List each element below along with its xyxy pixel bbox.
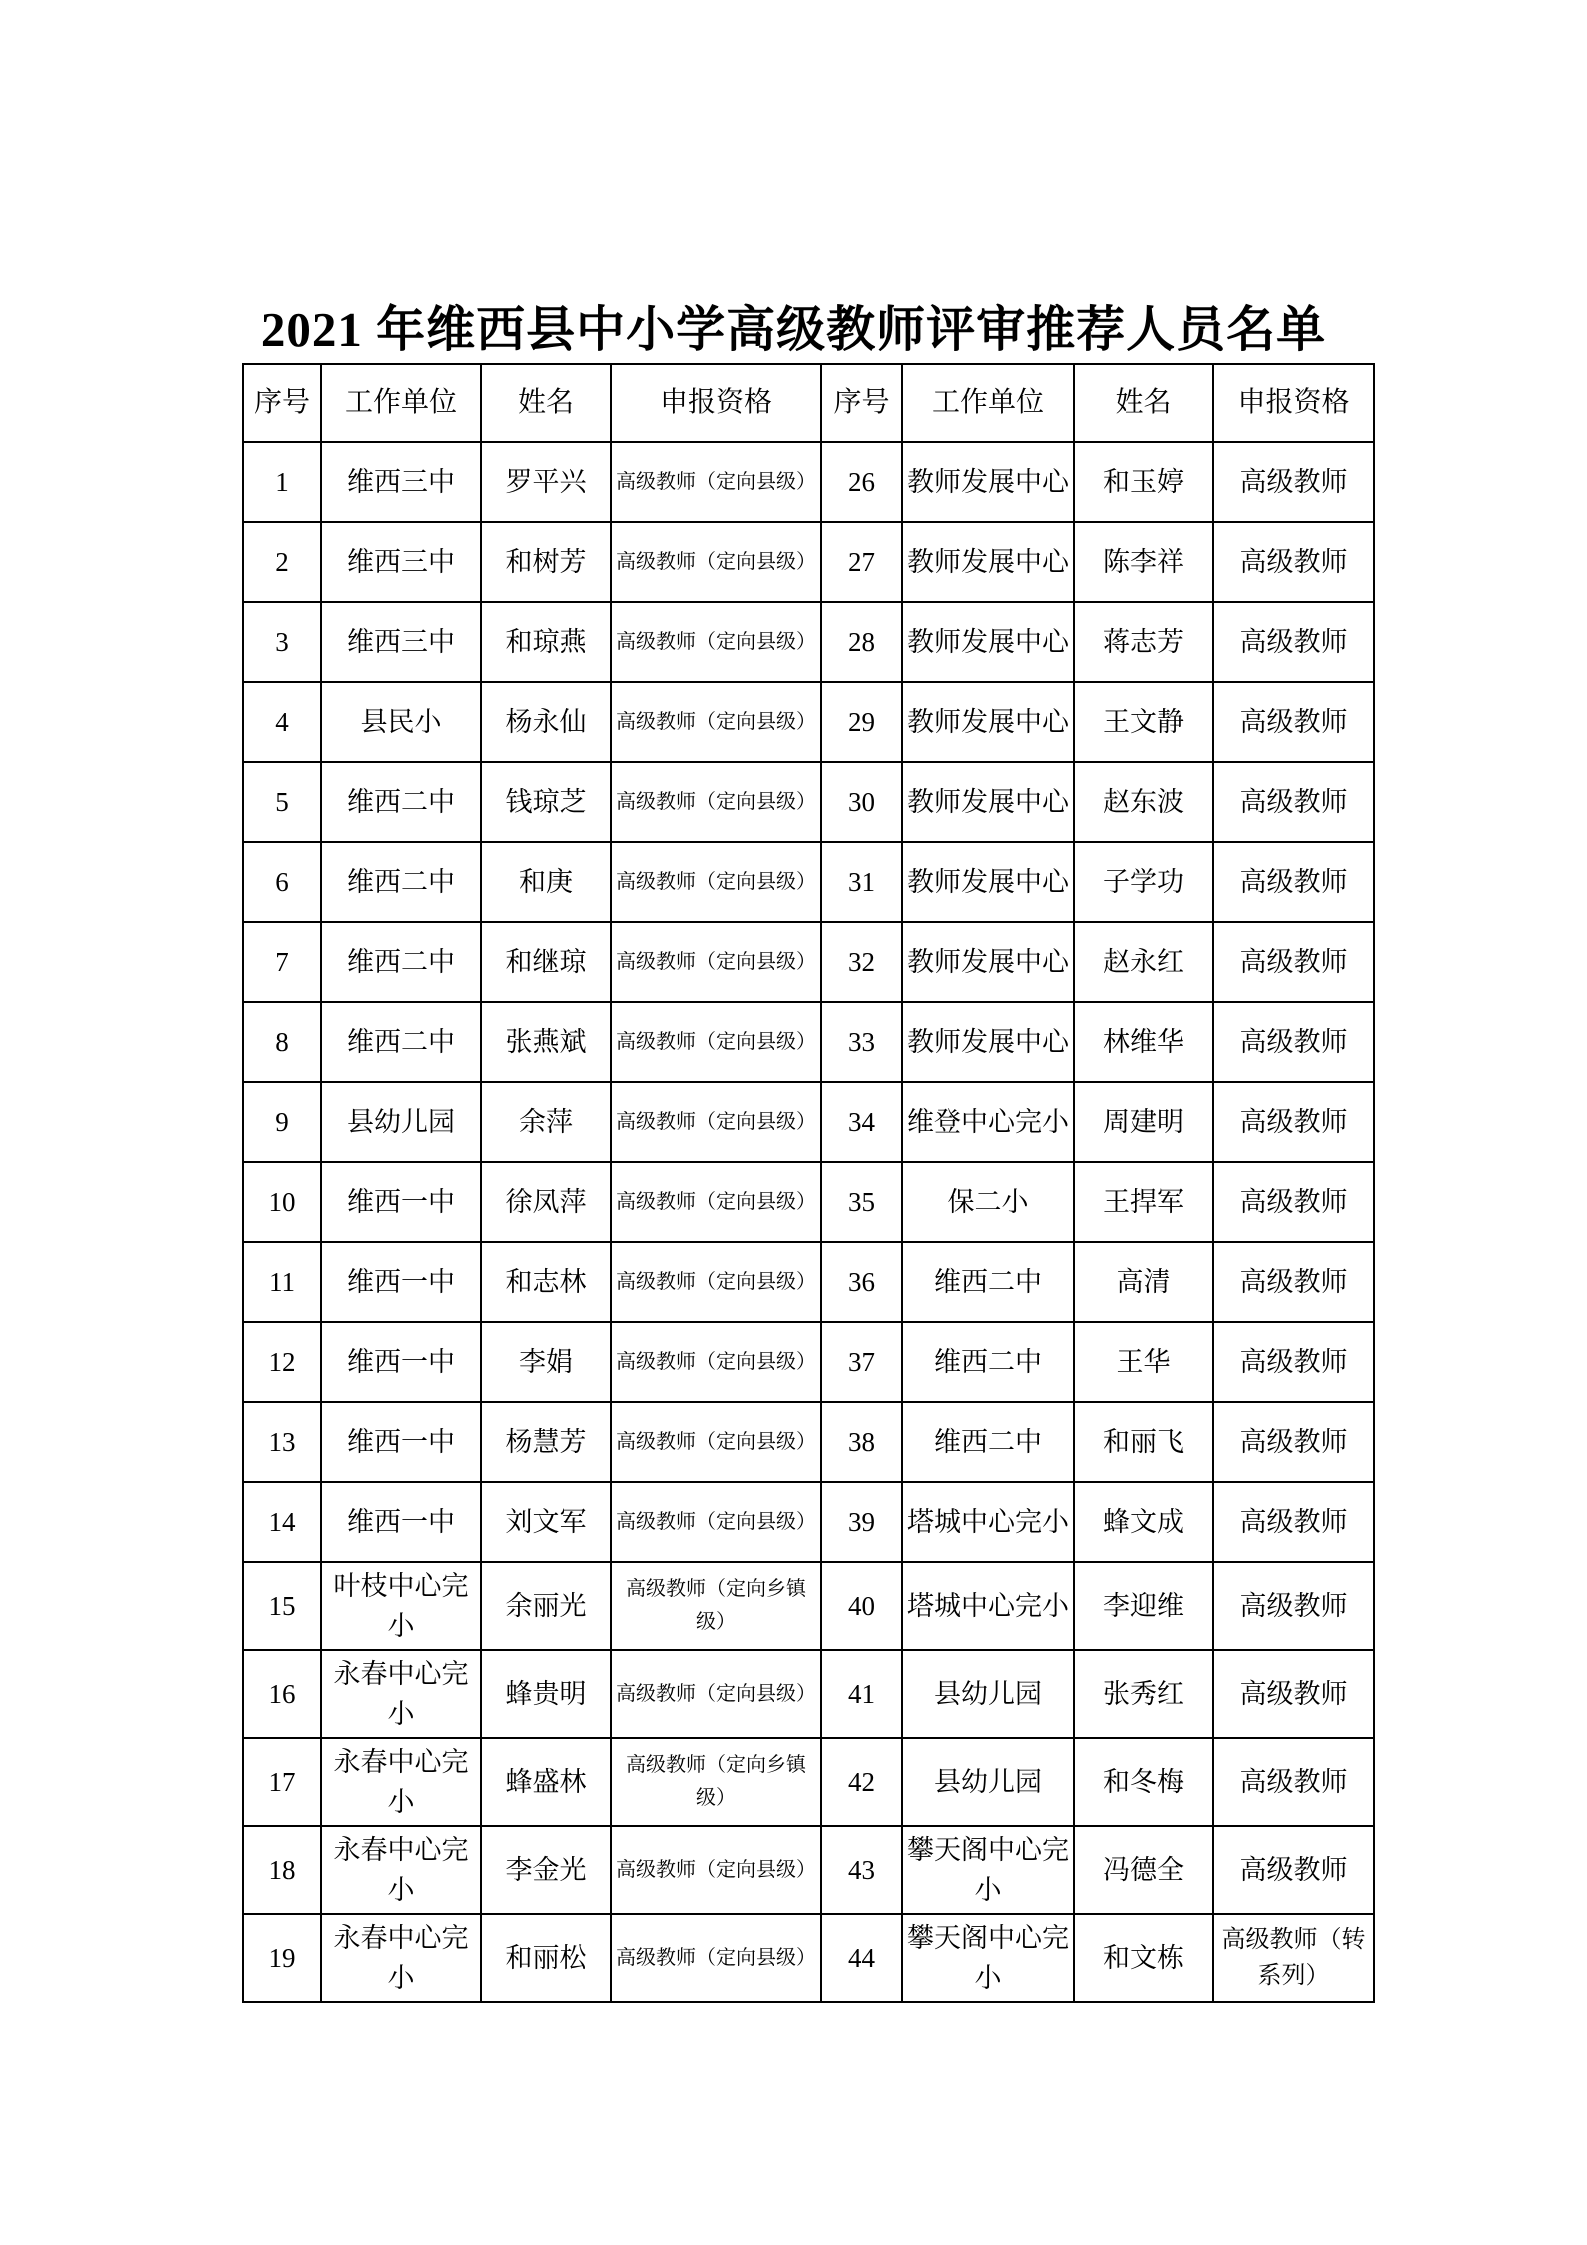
seq-cell-left: 10 xyxy=(243,1162,321,1242)
qualification-cell-left: 高级教师（定向县级） xyxy=(611,442,821,522)
name-cell-left: 李娟 xyxy=(481,1322,611,1402)
table-row xyxy=(243,1002,1374,1082)
seq-cell-left: 6 xyxy=(243,842,321,922)
qualification-cell-left: 高级教师（定向县级） xyxy=(611,1650,821,1738)
name-cell-left: 和丽松 xyxy=(481,1914,611,2002)
unit-cell-left: 维西一中 xyxy=(321,1402,481,1482)
unit-cell-right: 教师发展中心 xyxy=(902,522,1074,602)
name-cell-right: 冯德全 xyxy=(1074,1826,1213,1914)
qualification-cell-right: 高级教师 xyxy=(1213,1482,1374,1562)
unit-cell-right: 维西二中 xyxy=(902,1242,1074,1322)
name-cell-left: 余丽光 xyxy=(481,1562,611,1650)
seq-cell-left: 8 xyxy=(243,1002,321,1082)
unit-cell-right: 县幼儿园 xyxy=(902,1650,1074,1738)
unit-cell-right: 攀天阁中心完小 xyxy=(902,1826,1074,1914)
seq-cell-right: 39 xyxy=(821,1482,902,1562)
name-cell-right: 王华 xyxy=(1074,1322,1213,1402)
column-header-unit-right: 工作单位 xyxy=(902,364,1074,442)
unit-cell-left: 维西一中 xyxy=(321,1482,481,1562)
unit-cell-right: 教师发展中心 xyxy=(902,842,1074,922)
table-row xyxy=(243,522,1374,602)
table-row xyxy=(243,1402,1374,1482)
unit-cell-right: 县幼儿园 xyxy=(902,1738,1074,1826)
name-cell-left: 刘文军 xyxy=(481,1482,611,1562)
unit-cell-left: 维西二中 xyxy=(321,842,481,922)
seq-cell-right: 26 xyxy=(821,442,902,522)
seq-cell-right: 36 xyxy=(821,1242,902,1322)
seq-cell-right: 28 xyxy=(821,602,902,682)
unit-cell-left: 维西一中 xyxy=(321,1242,481,1322)
unit-cell-left: 永春中心完小 xyxy=(321,1650,481,1738)
seq-cell-right: 30 xyxy=(821,762,902,842)
qualification-cell-left: 高级教师（定向县级） xyxy=(611,1082,821,1162)
qualification-cell-right: 高级教师 xyxy=(1213,1002,1374,1082)
seq-cell-left: 13 xyxy=(243,1402,321,1482)
unit-cell-right: 教师发展中心 xyxy=(902,1002,1074,1082)
qualification-cell-right: 高级教师 xyxy=(1213,602,1374,682)
unit-cell-right: 塔城中心完小 xyxy=(902,1482,1074,1562)
table-row xyxy=(243,682,1374,762)
qualification-cell-left: 高级教师（定向县级） xyxy=(611,602,821,682)
name-cell-left: 蜂盛林 xyxy=(481,1738,611,1826)
qualification-cell-left: 高级教师（定向县级） xyxy=(611,1322,821,1402)
name-cell-left: 蜂贵明 xyxy=(481,1650,611,1738)
qualification-cell-right: 高级教师 xyxy=(1213,1322,1374,1402)
name-cell-right: 王捍军 xyxy=(1074,1162,1213,1242)
teacher-roster-table xyxy=(242,363,1375,2003)
unit-cell-left: 维西三中 xyxy=(321,442,481,522)
name-cell-left: 和志林 xyxy=(481,1242,611,1322)
table-row xyxy=(243,602,1374,682)
qualification-cell-left: 高级教师（定向县级） xyxy=(611,922,821,1002)
name-cell-right: 王文静 xyxy=(1074,682,1213,762)
table-row xyxy=(243,922,1374,1002)
name-cell-right: 和玉婷 xyxy=(1074,442,1213,522)
page-title: 2021 年维西县中小学高级教师评审推荐人员名单 xyxy=(260,302,1327,357)
qualification-cell-left: 高级教师（定向县级） xyxy=(611,1002,821,1082)
qualification-cell-right: 高级教师 xyxy=(1213,1242,1374,1322)
unit-cell-left: 维西二中 xyxy=(321,922,481,1002)
seq-cell-left: 16 xyxy=(243,1650,321,1738)
unit-cell-left: 叶枝中心完小 xyxy=(321,1562,481,1650)
seq-cell-right: 31 xyxy=(821,842,902,922)
qualification-cell-right: 高级教师 xyxy=(1213,762,1374,842)
qualification-cell-right: 高级教师 xyxy=(1213,842,1374,922)
column-header-name-right: 姓名 xyxy=(1074,364,1213,442)
name-cell-right: 蒋志芳 xyxy=(1074,602,1213,682)
unit-cell-right: 教师发展中心 xyxy=(902,602,1074,682)
unit-cell-right: 塔城中心完小 xyxy=(902,1562,1074,1650)
qualification-cell-right: 高级教师（转系列） xyxy=(1213,1914,1374,2002)
name-cell-left: 和庚 xyxy=(481,842,611,922)
qualification-cell-left: 高级教师（定向乡镇级） xyxy=(611,1562,821,1650)
seq-cell-right: 43 xyxy=(821,1826,902,1914)
qualification-cell-right: 高级教师 xyxy=(1213,522,1374,602)
name-cell-right: 高清 xyxy=(1074,1242,1213,1322)
seq-cell-right: 42 xyxy=(821,1738,902,1826)
table-body xyxy=(243,442,1374,2002)
column-header-qualification-right: 申报资格 xyxy=(1213,364,1374,442)
qualification-cell-right: 高级教师 xyxy=(1213,1082,1374,1162)
table-row xyxy=(243,1242,1374,1322)
qualification-cell-left: 高级教师（定向县级） xyxy=(611,1402,821,1482)
name-cell-left: 李金光 xyxy=(481,1826,611,1914)
qualification-cell-left: 高级教师（定向县级） xyxy=(611,1914,821,2002)
unit-cell-left: 永春中心完小 xyxy=(321,1826,481,1914)
name-cell-left: 徐凤萍 xyxy=(481,1162,611,1242)
qualification-cell-right: 高级教师 xyxy=(1213,1650,1374,1738)
name-cell-left: 杨永仙 xyxy=(481,682,611,762)
qualification-cell-right: 高级教师 xyxy=(1213,682,1374,762)
name-cell-right: 林维华 xyxy=(1074,1002,1213,1082)
unit-cell-left: 永春中心完小 xyxy=(321,1738,481,1826)
seq-cell-left: 2 xyxy=(243,522,321,602)
seq-cell-left: 14 xyxy=(243,1482,321,1562)
seq-cell-right: 40 xyxy=(821,1562,902,1650)
qualification-cell-left: 高级教师（定向县级） xyxy=(611,1826,821,1914)
name-cell-left: 余萍 xyxy=(481,1082,611,1162)
table-row xyxy=(243,1826,1374,1914)
unit-cell-right: 维西二中 xyxy=(902,1322,1074,1402)
seq-cell-right: 34 xyxy=(821,1082,902,1162)
name-cell-right: 蜂文成 xyxy=(1074,1482,1213,1562)
name-cell-right: 李迎维 xyxy=(1074,1562,1213,1650)
name-cell-left: 和琼燕 xyxy=(481,602,611,682)
table-row xyxy=(243,1322,1374,1402)
qualification-cell-right: 高级教师 xyxy=(1213,442,1374,522)
unit-cell-left: 县民小 xyxy=(321,682,481,762)
name-cell-left: 罗平兴 xyxy=(481,442,611,522)
seq-cell-left: 15 xyxy=(243,1562,321,1650)
table-row xyxy=(243,1738,1374,1826)
unit-cell-right: 攀天阁中心完小 xyxy=(902,1914,1074,2002)
name-cell-left: 杨慧芳 xyxy=(481,1402,611,1482)
seq-cell-right: 33 xyxy=(821,1002,902,1082)
table-row xyxy=(243,1650,1374,1738)
qualification-cell-right: 高级教师 xyxy=(1213,1562,1374,1650)
seq-cell-right: 29 xyxy=(821,682,902,762)
name-cell-left: 和继琼 xyxy=(481,922,611,1002)
seq-cell-left: 19 xyxy=(243,1914,321,2002)
qualification-cell-left: 高级教师（定向县级） xyxy=(611,1242,821,1322)
seq-cell-left: 1 xyxy=(243,442,321,522)
unit-cell-left: 维西二中 xyxy=(321,762,481,842)
column-header-name-left: 姓名 xyxy=(481,364,611,442)
unit-cell-left: 维西三中 xyxy=(321,522,481,602)
qualification-cell-left: 高级教师（定向乡镇级） xyxy=(611,1738,821,1826)
seq-cell-right: 27 xyxy=(821,522,902,602)
unit-cell-left: 维西一中 xyxy=(321,1322,481,1402)
unit-cell-right: 教师发展中心 xyxy=(902,922,1074,1002)
column-header-unit-left: 工作单位 xyxy=(321,364,481,442)
column-header-seq-left: 序号 xyxy=(243,364,321,442)
seq-cell-right: 37 xyxy=(821,1322,902,1402)
seq-cell-left: 4 xyxy=(243,682,321,762)
qualification-cell-left: 高级教师（定向县级） xyxy=(611,842,821,922)
qualification-cell-right: 高级教师 xyxy=(1213,1826,1374,1914)
unit-cell-right: 保二小 xyxy=(902,1162,1074,1242)
name-cell-right: 子学功 xyxy=(1074,842,1213,922)
name-cell-right: 和冬梅 xyxy=(1074,1738,1213,1826)
qualification-cell-right: 高级教师 xyxy=(1213,1402,1374,1482)
qualification-cell-right: 高级教师 xyxy=(1213,1738,1374,1826)
table-row xyxy=(243,1914,1374,2002)
name-cell-left: 张燕斌 xyxy=(481,1002,611,1082)
unit-cell-left: 永春中心完小 xyxy=(321,1914,481,2002)
seq-cell-left: 12 xyxy=(243,1322,321,1402)
table-row xyxy=(243,1562,1374,1650)
seq-cell-left: 7 xyxy=(243,922,321,1002)
name-cell-right: 赵东波 xyxy=(1074,762,1213,842)
column-header-seq-right: 序号 xyxy=(821,364,902,442)
seq-cell-left: 17 xyxy=(243,1738,321,1826)
seq-cell-left: 3 xyxy=(243,602,321,682)
unit-cell-left: 维西一中 xyxy=(321,1162,481,1242)
name-cell-right: 周建明 xyxy=(1074,1082,1213,1162)
qualification-cell-left: 高级教师（定向县级） xyxy=(611,522,821,602)
header-row xyxy=(243,364,1374,442)
seq-cell-left: 9 xyxy=(243,1082,321,1162)
seq-cell-left: 11 xyxy=(243,1242,321,1322)
unit-cell-right: 教师发展中心 xyxy=(902,682,1074,762)
table-row xyxy=(243,1082,1374,1162)
qualification-cell-left: 高级教师（定向县级） xyxy=(611,682,821,762)
seq-cell-right: 35 xyxy=(821,1162,902,1242)
table-row xyxy=(243,1482,1374,1562)
name-cell-left: 和树芳 xyxy=(481,522,611,602)
table-row xyxy=(243,762,1374,842)
unit-cell-right: 教师发展中心 xyxy=(902,762,1074,842)
seq-cell-right: 41 xyxy=(821,1650,902,1738)
seq-cell-left: 18 xyxy=(243,1826,321,1914)
qualification-cell-left: 高级教师（定向县级） xyxy=(611,1482,821,1562)
table-row xyxy=(243,442,1374,522)
unit-cell-left: 维西三中 xyxy=(321,602,481,682)
name-cell-right: 陈李祥 xyxy=(1074,522,1213,602)
table-row xyxy=(243,1162,1374,1242)
qualification-cell-right: 高级教师 xyxy=(1213,1162,1374,1242)
unit-cell-right: 教师发展中心 xyxy=(902,442,1074,522)
table-row xyxy=(243,842,1374,922)
column-header-qualification-left: 申报资格 xyxy=(611,364,821,442)
seq-cell-right: 44 xyxy=(821,1914,902,2002)
unit-cell-left: 维西二中 xyxy=(321,1002,481,1082)
seq-cell-right: 32 xyxy=(821,922,902,1002)
unit-cell-right: 维西二中 xyxy=(902,1402,1074,1482)
name-cell-right: 和丽飞 xyxy=(1074,1402,1213,1482)
unit-cell-right: 维登中心完小 xyxy=(902,1082,1074,1162)
name-cell-right: 赵永红 xyxy=(1074,922,1213,1002)
qualification-cell-left: 高级教师（定向县级） xyxy=(611,762,821,842)
qualification-cell-left: 高级教师（定向县级） xyxy=(611,1162,821,1242)
seq-cell-right: 38 xyxy=(821,1402,902,1482)
name-cell-right: 张秀红 xyxy=(1074,1650,1213,1738)
seq-cell-left: 5 xyxy=(243,762,321,842)
unit-cell-left: 县幼儿园 xyxy=(321,1082,481,1162)
qualification-cell-right: 高级教师 xyxy=(1213,922,1374,1002)
name-cell-left: 钱琼芝 xyxy=(481,762,611,842)
name-cell-right: 和文栋 xyxy=(1074,1914,1213,2002)
